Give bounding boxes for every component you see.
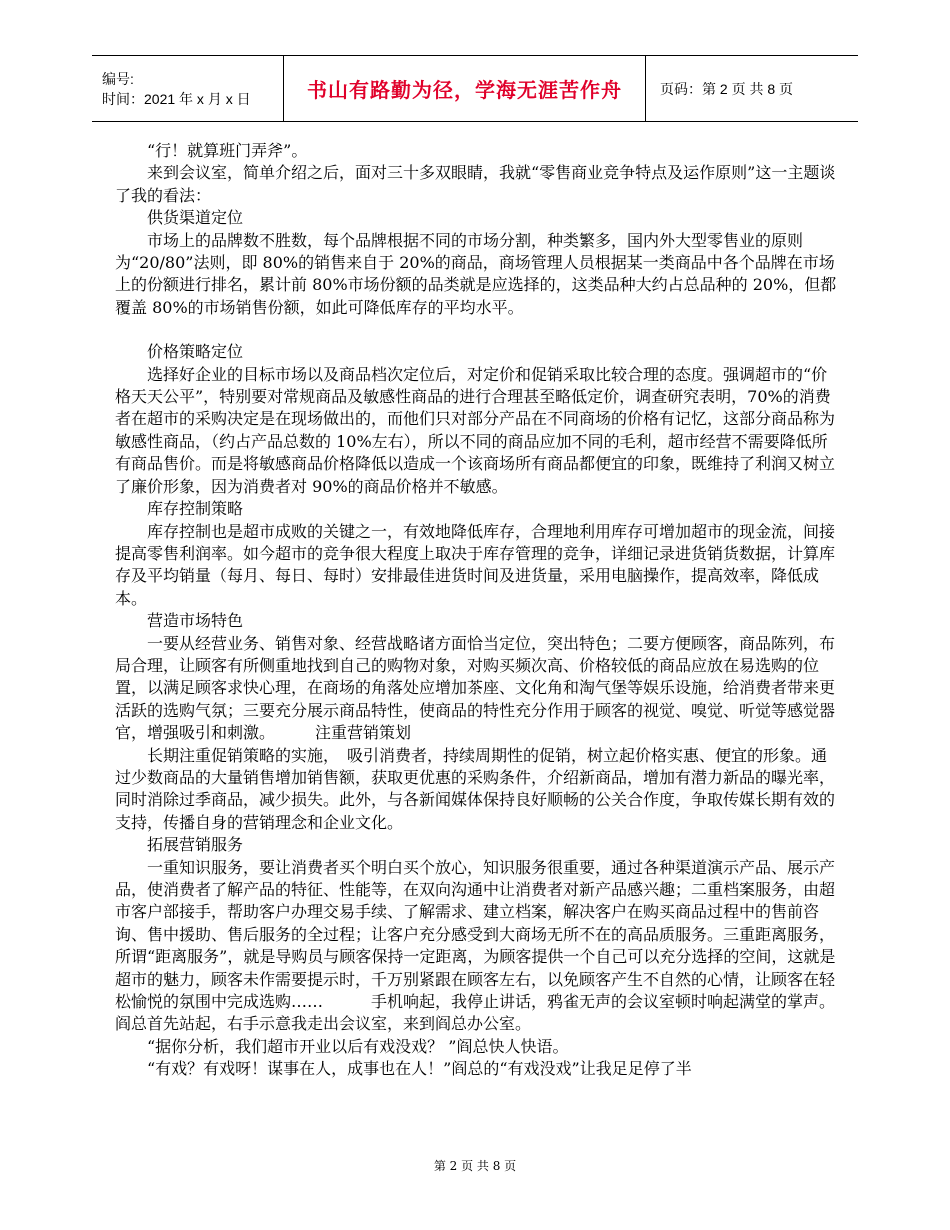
page-header	[92, 55, 858, 122]
section-heading: 营造市场特色	[147, 611, 244, 631]
paragraph: “有戏？有戏呀！谋事在人，成事也在人！”阎总的“有戏没戏”让我足足停了半	[147, 1059, 692, 1079]
paragraph: 市场上的品牌数不胜数，每个品牌根据不同的市场分割，种类繁多，国内外大型零售业的原则为“20/80”法则，即 80%的销售来自于 20%的商品，商场管理人员根据某一类商品中各个品牌在市场上的份额进行排名，累计前 80%市场份额的品类就是应选择的，这类品种大约占总品种的 20%，但都覆盖 80%的市场销售份额，如此可降低库存的平均水平。	[115, 230, 837, 317]
document-body	[115, 140, 837, 1081]
paragraph: “行！就算班门弄斧”。	[147, 141, 308, 160]
paragraph: 一重知识服务，要让消费者买个明白买个放心，知识服务很重要，通过各种渠道演示产品、展示产品，使消费者了解产品的特征、性能等，在双向沟通中让消费者对新产品感兴趣；二重档案服务，由超市客户部接手，帮助客户办理交易手续、了解需求、建立档案，解决客户在购买商品过程中的售前咨询、售中援助、售后服务的全过程；让客户充分感受到大商场无所不在的高品质服务。三重距离服务，所谓“距离服务”，就是导购员与顾客保持一定距离，为顾客提供一个自己可以充分选择的空间，这就是超市的魅力，顾客未作需要提示时，千万别紧跟在顾客左右，以免顾客产生不自然的心情，让顾客在轻松愉悦的氛围中完成选购…… 手机响起，我停止讲话，鸦雀无声的会议室顿时响起满堂的掌声。阎总首先站起，右手示意我走出会议室，来到阎总办公室。	[115, 857, 836, 1034]
header-motto: 书山有路勤为径，学海无涯苦作舟	[284, 56, 646, 121]
page-footer: 第 2 页 共 8 页	[433, 1159, 517, 1173]
spacer	[115, 319, 837, 341]
time-label: 时间：2021 年 x 月 x 日	[102, 90, 251, 107]
section-heading: 价格策略定位	[147, 342, 244, 362]
section-heading: 拓展营销服务	[147, 835, 244, 855]
paragraph: 一要从经营业务、销售对象、经营战略诸方面恰当定位，突出特色；二要方便顾客，商品陈列，布局合理，让顾客有所侧重地找到自己的购物对象，对购买频次高、价格较低的商品应放在易选购的位置，以满足顾客求快心理，在商场的角落处应增加茶座、文化角和淘气堡等娱乐设施，给消费者带来更活跃的选购气氛；三要充分展示商品特性，使商品的特性充分作用于顾客的视觉、嗅觉、听觉等感觉器官，增强吸引和刺激。 注重营销策划	[115, 633, 836, 743]
section-heading: 库存控制策略	[147, 499, 244, 519]
paragraph: 长期注重促销策略的实施， 吸引消费者，持续周期性的促销，树立起价格实惠、便宜的形象。通过少数商品的大量销售增加销售额，获取更优惠的采购条件，介绍新商品，增加有潜力新品的曝光率，同时消除过季商品，减少损失。此外，与各新闻媒体保持良好顺畅的公关合作度，争取传媒长期有效的支持，传播自身的营销理念和企业文化。	[115, 745, 836, 832]
paragraph: 选择好企业的目标市场以及商品档次定位后，对定价和促销采取比较合理的态度。强调超市的“价格天天公平”，特别要对常规商品及敏感性商品的进行合理甚至略低定价，调查研究表明，70%的消费者在超市的采购决定是在现场做出的，而他们只对部分产品在不同商场的价格有记忆，这部分商品称为敏感性商品，（约占产品总数的 10%左右），所以不同的商品应加不同的毛利，超市经营不需要降低所有商品售价。而是将敏感商品价格降低以造成一个该商场所有商品都便宜的印象，既维持了利润又树立了廉价形象，因为消费者对 90%的商品价格并不敏感。	[115, 364, 836, 496]
paragraph: 来到会议室，简单介绍之后，面对三十多双眼睛，我就“零售商业竞争特点及运作原则”这一主题谈了我的看法：	[115, 163, 836, 205]
paragraph: “据你分析，我们超市开业以后有戏没戏？ ”阎总快人快语。	[147, 1036, 569, 1056]
number-label: 编号:	[102, 70, 134, 87]
paragraph: 库存控制也是超市成败的关键之一，有效地降低库存，合理地利用库存可增加超市的现金流，间接提高零售利润率。如今超市的竞争很大程度上取决于库存管理的竞争，详细记录进货销货数据，计算库存及平均销量（每月、每日、每时）安排最佳进货时间及进货量，采用电脑操作，提高效率，降低成本。	[115, 521, 836, 608]
header-page-info: 页码：第 2 页 共 8 页	[660, 80, 794, 97]
header-meta	[92, 56, 284, 121]
section-heading: 供货渠道定位	[147, 208, 244, 228]
